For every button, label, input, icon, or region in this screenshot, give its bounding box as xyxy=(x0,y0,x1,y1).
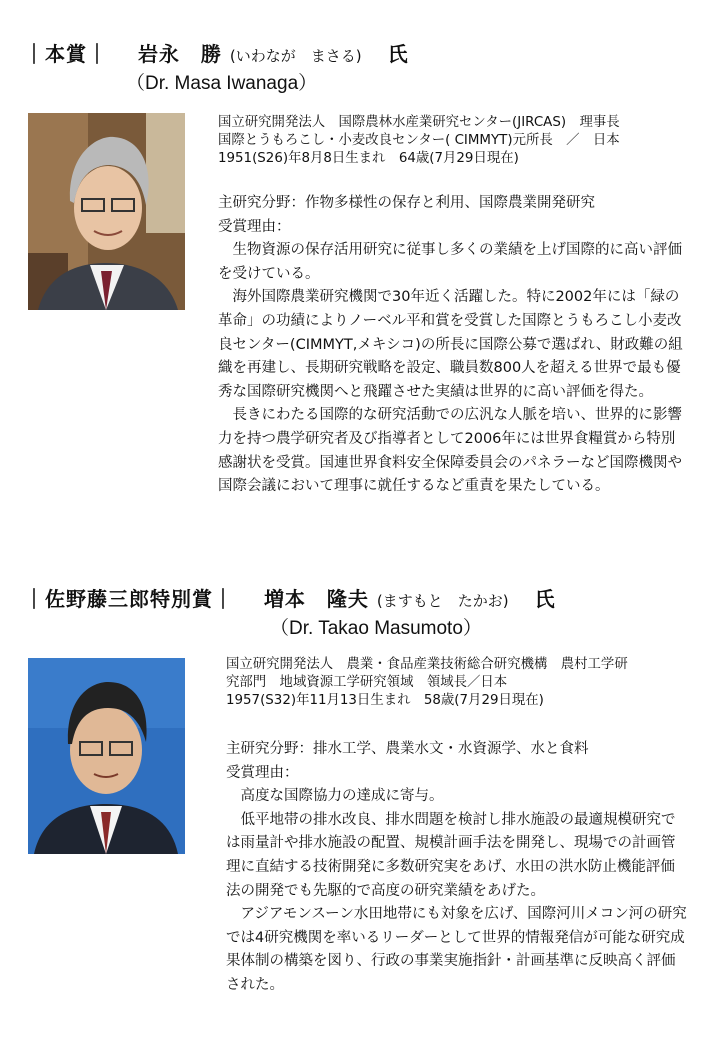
award-name: ｜佐野藤三郎特別賞｜ xyxy=(24,587,234,611)
reason-paragraph: 海外国際農業研究機関で30年近く活躍した。特に2002年には「緑の革命」の功績によりノーベル平和賞を受賞した国際とうもろこし小麦改良センター(CIMMYT,メキシコ)の所長に国際公募で選ばれ、財政難の組織を再建し、長期研究戦略を設定、職員数800人を超える世界で最も優秀な国際研究機関へと飛躍させた実績は世界的に高い評価を得た。 xyxy=(218,289,683,400)
research-field: 主研究分野：排水工学、農業水文・水資源学、水と食料 xyxy=(226,741,589,757)
award-name: ｜本賞｜ xyxy=(24,42,108,66)
reason-paragraph: 生物資源の保存活用研究に従事し多くの業績を上げ国際的に高い評価を受けている。 xyxy=(218,242,682,282)
awardee-name: 岩永 勝 xyxy=(137,42,222,66)
reason-paragraph: 低平地帯の排水改良、排水問題を検討し排水施設の最適規模研究では雨量計や排水施設の配置、規模計画手法を開発し、現場での計画管理に直結する技術開発に多数研究実をあげ、水田の洪水防止機能評価法の開発でも先駆的で高度の研究業績をあげた。 xyxy=(226,811,676,899)
reason-label: 受賞理由： xyxy=(218,218,291,235)
reason-label: 受賞理由： xyxy=(226,764,299,781)
research-field: 主研究分野：作物多様性の保存と利用、国際農業開発研究 xyxy=(218,195,595,211)
awardee-yomi: (いわなが まさる) xyxy=(229,47,362,65)
portrait-photo-2 xyxy=(28,658,185,854)
reason-paragraph: アジアモンスーン水田地帯にも対象を広げ、国際河川メコン河の研究では4研究機関を率いるリーダーとして世界的情報発信が可能な研究成果体制の構築を図り、行政の事業実施指針・計画基準に反映高く評価された。 xyxy=(226,906,687,993)
awardee-description xyxy=(218,192,688,499)
award-heading-1 xyxy=(24,38,409,67)
info-line: 国際とうもろこし・小麦改良センター( CIMMYT)元所長 ／ 日本 xyxy=(218,133,620,148)
info-line: 1951(S26)年8月8日生まれ 64歳(7月29日現在) xyxy=(218,151,519,166)
portrait-icon xyxy=(28,113,185,310)
reason-paragraph: 長きにわたる国際的な研究活動での広汎な人脈を培い、世界的に影響力を持つ農学研究者及び指導者として2006年には世界食糧賞から特別感謝状を受賞。国連世界食料安全保障委員会のパネラーなど国際機関や国際会議において理事に就任するなど重責を果たしている。 xyxy=(218,407,682,495)
info-line: 国立研究開発法人 国際農林水産業研究センター(JIRCAS) 理事長 xyxy=(218,115,620,130)
awardee-description xyxy=(226,738,688,998)
awardee-info xyxy=(218,114,620,168)
info-line: 1957(S32)年11月13日生まれ 58歳(7月29日現在) xyxy=(226,693,544,708)
info-line: 国立研究開発法人 農業・食品産業技術総合研究機構 農村工学研 xyxy=(226,657,628,672)
portrait-photo-1 xyxy=(28,113,185,310)
awardee-english-name: （Dr. Masa Iwanaga） xyxy=(126,73,318,94)
awardee-name: 増本 隆夫 xyxy=(263,587,369,611)
awardee-info xyxy=(226,656,628,710)
info-line: 究部門 地域資源工学研究領域 領域長／日本 xyxy=(226,675,508,690)
portrait-icon xyxy=(28,658,185,854)
awardee-yomi: (ますもと たかお) xyxy=(376,592,509,610)
honorific: 氏 xyxy=(534,587,556,611)
reason-paragraph: 高度な国際協力の達成に寄与。 xyxy=(226,788,444,805)
awardee-english-name: （Dr. Takao Masumoto） xyxy=(270,618,482,639)
award-heading-2 xyxy=(24,583,556,612)
honorific: 氏 xyxy=(387,42,409,66)
